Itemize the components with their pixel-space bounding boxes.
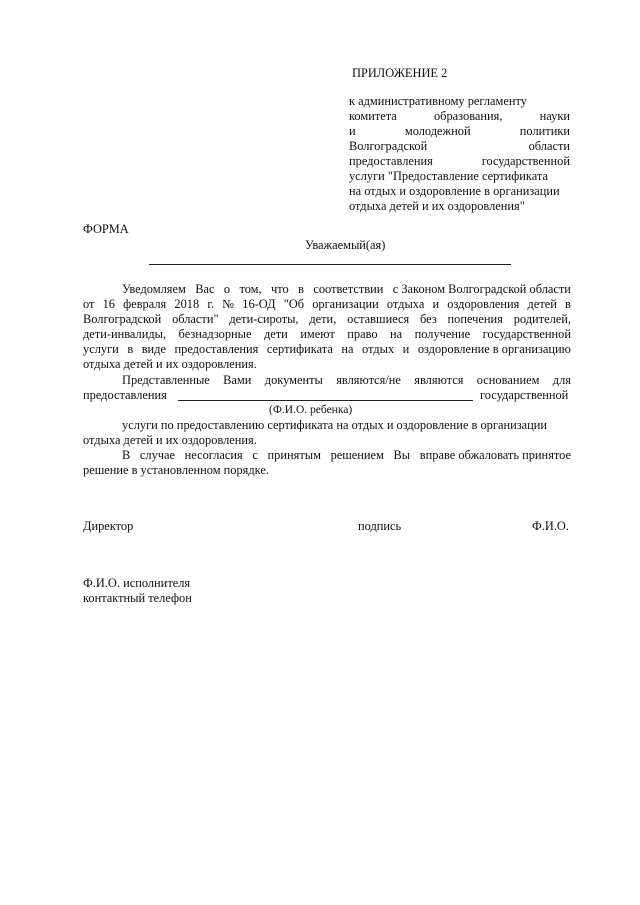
word: на отдых и оздоровление в организации — [349, 184, 560, 198]
word: № — [222, 297, 235, 311]
word: на — [341, 342, 354, 356]
annex-line — [349, 94, 570, 109]
word: для — [552, 373, 571, 387]
paragraph-line — [83, 327, 571, 342]
annex-line — [349, 154, 570, 169]
word: несогласия — [184, 448, 243, 462]
executor-label: Ф.И.О. исполнителя — [83, 576, 191, 590]
word: имеют — [300, 327, 335, 341]
word: области" — [172, 312, 219, 326]
word: Волгоградской — [83, 312, 162, 326]
word: дети-инвалиды, — [83, 327, 167, 341]
word: области — [528, 139, 570, 153]
word: науки — [539, 109, 570, 123]
word: отдыха детей и их оздоровления. — [83, 357, 257, 371]
director-label: Директор — [83, 519, 134, 533]
word: на — [390, 327, 403, 341]
word: Уведомляем — [122, 282, 186, 296]
word: Вы — [393, 448, 411, 462]
paragraph-line — [83, 297, 571, 312]
word: родителей, — [513, 312, 571, 326]
word: с Законом Волгоградской области — [392, 282, 571, 296]
word: организации — [312, 297, 379, 311]
word: услуги "Предоставление сертификата — [349, 169, 548, 183]
word: соответствии — [313, 282, 384, 296]
signature-label: подпись — [358, 519, 402, 533]
word: оздоровления — [447, 297, 520, 311]
greeting: Уважаемый(ая) — [305, 238, 386, 252]
word: к административному регламенту — [349, 94, 527, 108]
word: безнадзорные — [178, 327, 252, 341]
word: 16-ОД — [242, 297, 276, 311]
paragraph-documents-line-3: отдыха детей и их оздоровления. — [83, 433, 257, 447]
word: являются — [414, 373, 464, 387]
annex-line — [349, 199, 570, 214]
word: решением — [330, 448, 384, 462]
word: отдыха — [386, 297, 425, 311]
word: и — [349, 124, 356, 138]
word: попечения — [447, 312, 503, 326]
word: услуги — [83, 342, 119, 356]
word: случае — [139, 448, 176, 462]
word: Вас — [195, 282, 215, 296]
paragraph-line — [83, 312, 571, 327]
word: отдыха детей и их оздоровления" — [349, 199, 525, 213]
recipient-name-line — [149, 264, 511, 265]
word: Вами — [223, 373, 252, 387]
annex-title: ПРИЛОЖЕНИЕ 2 — [352, 66, 448, 80]
provision-label: предоставления — [83, 388, 167, 402]
child-caption: (Ф.И.О. ребенка) — [269, 404, 353, 416]
word: государственной — [482, 327, 571, 341]
word: 2018 — [174, 297, 200, 311]
state-label: государственной — [480, 388, 569, 402]
word: комитета — [349, 109, 397, 123]
form-label: ФОРМА — [83, 222, 129, 236]
word: дети, — [309, 312, 337, 326]
word: являются/не — [336, 373, 401, 387]
word: том, — [239, 282, 262, 296]
word: оздоровление в организацию — [417, 342, 571, 356]
paragraph-line — [83, 342, 571, 357]
word: государственной — [481, 154, 570, 168]
word: Волгоградской — [349, 139, 428, 153]
word: в — [298, 282, 304, 296]
word: с — [252, 448, 258, 462]
word: в — [127, 342, 134, 356]
word: вправе обжаловать принятое — [419, 448, 571, 462]
child-name-line — [178, 400, 473, 401]
annex-line — [349, 184, 570, 199]
word: право — [347, 327, 378, 341]
annex-line — [349, 169, 570, 184]
paragraph-line — [122, 448, 571, 463]
annex-line — [349, 124, 570, 139]
word: о — [223, 282, 231, 296]
word: Представленные — [122, 373, 210, 387]
word: политики — [519, 124, 570, 138]
paragraph-line — [122, 373, 571, 388]
word: дети-сироты, — [229, 312, 299, 326]
word: детей — [527, 297, 557, 311]
word: основанием — [476, 373, 540, 387]
word: 16 — [102, 297, 115, 311]
word: без — [420, 312, 437, 326]
word: предоставления — [174, 342, 259, 356]
word: документы — [264, 373, 323, 387]
word: в — [565, 297, 571, 311]
word: молодежной — [404, 124, 471, 138]
annex-line — [349, 109, 570, 124]
word: образования, — [433, 109, 503, 123]
word: что — [271, 282, 289, 296]
paragraph-line — [122, 282, 571, 297]
word: отдых — [362, 342, 395, 356]
phone-label: контактный телефон — [83, 591, 192, 605]
word: и — [402, 342, 410, 356]
word: г. — [207, 297, 215, 311]
word: "Об — [283, 297, 305, 311]
word: предоставления — [349, 154, 433, 168]
word: февраля — [123, 297, 167, 311]
word: дети — [263, 327, 288, 341]
word: сертификата — [266, 342, 333, 356]
word: принятым — [267, 448, 321, 462]
word: от — [83, 297, 95, 311]
paragraph-documents-line-2: услуги по предоставлению сертификата на отдых и оздоровление в организации — [122, 418, 548, 432]
annex-line — [349, 139, 570, 154]
paragraph-appeal-line-2: решение в установленном порядке. — [83, 463, 269, 477]
fio-label: Ф.И.О. — [532, 519, 569, 533]
word: В — [122, 448, 131, 462]
paragraph-line — [83, 357, 571, 372]
word: оставшиеся — [347, 312, 410, 326]
word: виде — [141, 342, 166, 356]
word: получение — [414, 327, 471, 341]
word: и — [432, 297, 440, 311]
